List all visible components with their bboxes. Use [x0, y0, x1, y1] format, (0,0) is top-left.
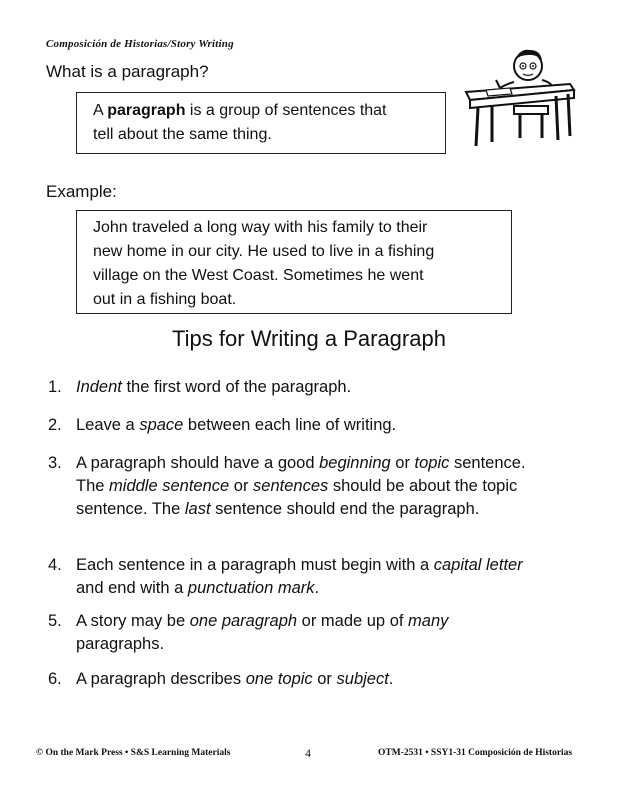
- tip-emphasis: subject: [336, 670, 389, 688]
- tip-text-run: sentence. The: [76, 454, 526, 495]
- tip-emphasis: topic: [414, 454, 450, 472]
- tip-emphasis: last: [184, 500, 211, 518]
- tip-emphasis: space: [139, 416, 184, 434]
- tip-text: [76, 554, 546, 600]
- tip-emphasis: one topic: [245, 670, 313, 688]
- tip-item: [48, 376, 568, 399]
- example-line: out in a fishing boat.: [93, 291, 237, 308]
- footer-page-number: 4: [305, 746, 311, 760]
- tip-number: 3.: [48, 454, 62, 472]
- tip-text-run: A paragraph describes: [76, 670, 246, 688]
- tip-emphasis: capital letter: [433, 556, 523, 574]
- tip-text: [76, 414, 568, 437]
- tip-emphasis: Indent: [76, 378, 122, 396]
- tip-text-run: between each line of writing.: [183, 416, 397, 434]
- tip-number: 1.: [48, 378, 62, 396]
- tip-text-run: Leave a: [76, 416, 140, 434]
- tip-text-run: A story may be: [76, 612, 190, 630]
- tip-text: [76, 376, 568, 399]
- tip-number: 2.: [48, 416, 62, 434]
- tip-item: [48, 554, 568, 600]
- tip-text: [76, 668, 568, 691]
- definition-pre: A: [93, 102, 108, 119]
- tip-text-run: or: [229, 477, 254, 495]
- tip-text-run: paragraphs.: [76, 635, 165, 653]
- tip-text: [76, 452, 546, 521]
- tip-item: [48, 610, 568, 656]
- tip-text-run: or: [312, 670, 337, 688]
- tip-number: 5.: [48, 612, 62, 630]
- tip-text-run: or: [390, 454, 415, 472]
- tip-text-run: the first word of the paragraph.: [121, 378, 352, 396]
- tip-item: [48, 452, 568, 521]
- tip-text-run: and end with a: [76, 579, 188, 597]
- definition-line2: tell about the same thing.: [93, 126, 272, 143]
- tip-number: 4.: [48, 556, 62, 574]
- example-line: village on the West Coast. Sometimes he went: [93, 267, 424, 284]
- footer-publisher: © On the Mark Press • S&S Learning Materials: [36, 748, 231, 758]
- tip-text-run: should be about the topic sentence. The: [76, 477, 518, 518]
- tip-emphasis: punctuation mark: [187, 579, 315, 597]
- example-label: Example:: [46, 182, 117, 201]
- definition-post: is a group of sentences that: [185, 102, 387, 119]
- student-at-desk-illustration: [458, 46, 578, 150]
- tip-text-run: sentence should end the paragraph.: [210, 500, 480, 518]
- header-title: Composición de Historias/Story Writing: [46, 38, 234, 50]
- tip-number: 6.: [48, 670, 62, 688]
- tip-emphasis: sentences: [253, 477, 329, 495]
- tip-text-run: or made up of: [297, 612, 409, 630]
- tip-text: [76, 610, 526, 656]
- definition-box: [76, 92, 446, 154]
- tip-item: [48, 668, 568, 691]
- tip-text-run: A paragraph should have a good: [76, 454, 320, 472]
- example-line: new home in our city. He used to live in a fishing: [93, 243, 435, 260]
- example-line: John traveled a long way with his family to their: [93, 219, 428, 236]
- tip-emphasis: middle sentence: [109, 477, 230, 495]
- tip-text-run: .: [388, 670, 394, 688]
- tip-emphasis: beginning: [319, 454, 391, 472]
- tip-text-run: .: [314, 579, 320, 597]
- tip-item: [48, 414, 568, 437]
- tip-emphasis: many: [408, 612, 449, 630]
- tip-text-run: Each sentence in a paragraph must begin with a: [76, 556, 434, 574]
- tip-emphasis: one paragraph: [189, 612, 298, 630]
- question-heading: What is a paragraph?: [46, 62, 209, 81]
- footer-product-code: OTM-2531 • SSY1-31 Composición de Historias: [378, 748, 573, 758]
- example-box: [76, 210, 512, 314]
- definition-term: paragraph: [107, 102, 186, 119]
- tips-title: Tips for Writing a Paragraph: [172, 326, 446, 351]
